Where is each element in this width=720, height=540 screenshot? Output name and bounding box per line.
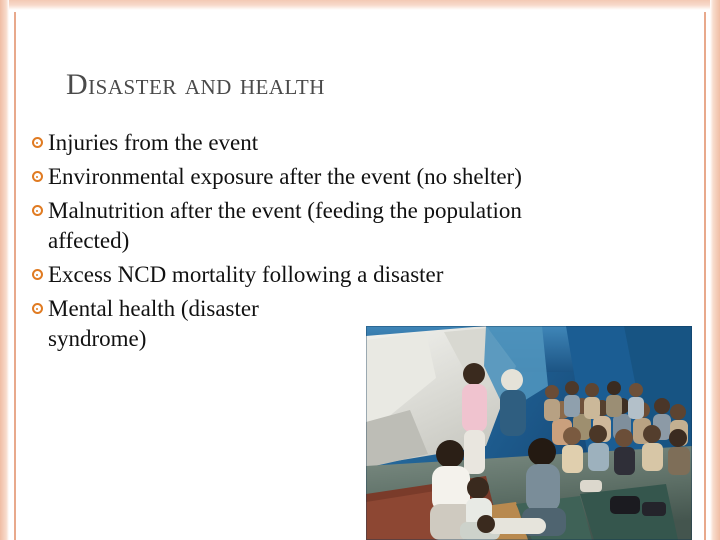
bullet-marker-icon <box>26 196 48 216</box>
list-item <box>26 128 586 158</box>
list-item-label: Mental health (disaster syndrome) <box>48 296 259 351</box>
bullet-marker-icon <box>26 128 48 148</box>
slide-top-border <box>0 0 720 10</box>
relief-tent-photo <box>366 326 692 540</box>
list-item-label: Environmental exposure after the event (no shelter) <box>48 164 522 189</box>
list-item-label: Excess NCD mortality following a disaster <box>48 262 444 287</box>
bullet-marker-icon <box>26 294 48 314</box>
list-item-label: Injuries from the event <box>48 130 259 155</box>
list-item <box>26 260 586 290</box>
bullet-list <box>26 128 586 358</box>
slide-left-accent-line <box>14 12 16 540</box>
list-item <box>26 162 586 192</box>
list-item <box>26 196 586 256</box>
slide-left-border <box>0 0 9 540</box>
slide-right-accent-line <box>704 12 706 540</box>
slide-right-border <box>710 0 720 540</box>
slide-title: Disaster and health <box>66 68 325 101</box>
list-item-label: Malnutrition after the event (feeding the population affected) <box>48 198 522 253</box>
bullet-marker-icon <box>26 260 48 280</box>
bullet-marker-icon <box>26 162 48 182</box>
